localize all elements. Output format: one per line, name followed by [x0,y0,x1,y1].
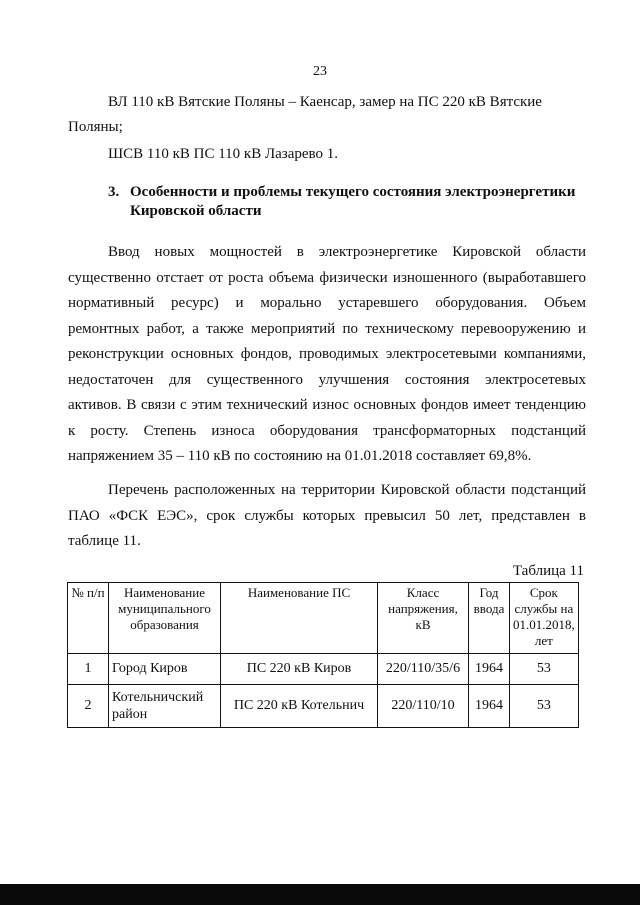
paragraph-wear [68,240,586,470]
paragraph-line: реконструкции основных фондов, проводимых электросетевыми компаниями, [68,346,586,362]
scan-edge-bar [0,884,640,905]
paragraph-line: недостаточен для существенного улучшения состояния электросетевых [68,371,586,388]
paragraph-line: таблице 11. [68,533,141,549]
table-caption: Таблица 11 [512,563,584,579]
column-header: Год ввода [469,583,510,654]
paragraph-line: нормативный ресурс) и морально устаревшего оборудования. Объем [68,295,586,311]
table-cell: 220/110/10 [378,685,469,728]
paragraph-line: Ввод новых мощностей в электроэнергетике Кировской области [108,244,586,260]
text-line: ШСВ 110 кВ ПС 110 кВ Лазарево 1. [108,146,339,162]
table-cell: 1964 [469,654,510,685]
table-row [68,654,579,685]
paragraph-line: ремонтных работ, а также мероприятий по техническому перевооружению и [68,320,586,337]
section-number: 3. [108,184,120,200]
column-header: № п/п [68,583,109,654]
table-cell: 53 [510,654,579,685]
column-header: Класс напряжения, кВ [378,583,469,654]
table-cell: Котельничский район [109,685,221,728]
paragraph-line: существенно отстает от роста объема физически изношенного (выработавшего [68,269,586,286]
table-cell: 2 [68,685,109,728]
paragraph-line: ПАО «ФСК ЕЭС», срок службы которых превысил 50 лет, представлен в [68,507,586,524]
text-line: Поляны; [68,119,123,135]
table-cell: Город Киров [109,654,221,685]
table-cell: 53 [510,685,579,728]
text-line: ВЛ 110 кВ Вятские Поляны – Каенсар, замер на ПС 220 кВ Вятские [108,94,542,110]
table-cell: ПС 220 кВ Котельнич [221,685,378,728]
table-cell: 1964 [469,685,510,728]
page-number: 23 [313,64,327,79]
table-cell: 220/110/35/6 [378,654,469,685]
section-title: Особенности и проблемы текущего состояния электроэнергетики Кировской области [130,184,576,219]
table-row [68,685,579,728]
paragraph-list-intro [68,478,586,555]
table-cell: ПС 220 кВ Киров [221,654,378,685]
paragraph-line: напряжением 35 – 110 кВ по состоянию на 01.01.2018 составляет 69,8%. [68,448,532,464]
paragraph-line: активов. В связи с этим технический износ основных фондов имеет тенденцию [68,397,586,413]
substations-table [67,582,579,728]
table-cell: 1 [68,654,109,685]
column-header: Наименование муниципального образования [109,583,221,654]
paragraph-line: Перечень расположенных на территории Кировской области подстанций [108,482,586,498]
column-header: Наименование ПС [221,583,378,654]
column-header: Срок службы на 01.01.2018, лет [510,583,579,654]
paragraph-line: к росту. Степень износа оборудования трансформаторных подстанций [68,422,586,439]
table-header-row [68,583,579,654]
